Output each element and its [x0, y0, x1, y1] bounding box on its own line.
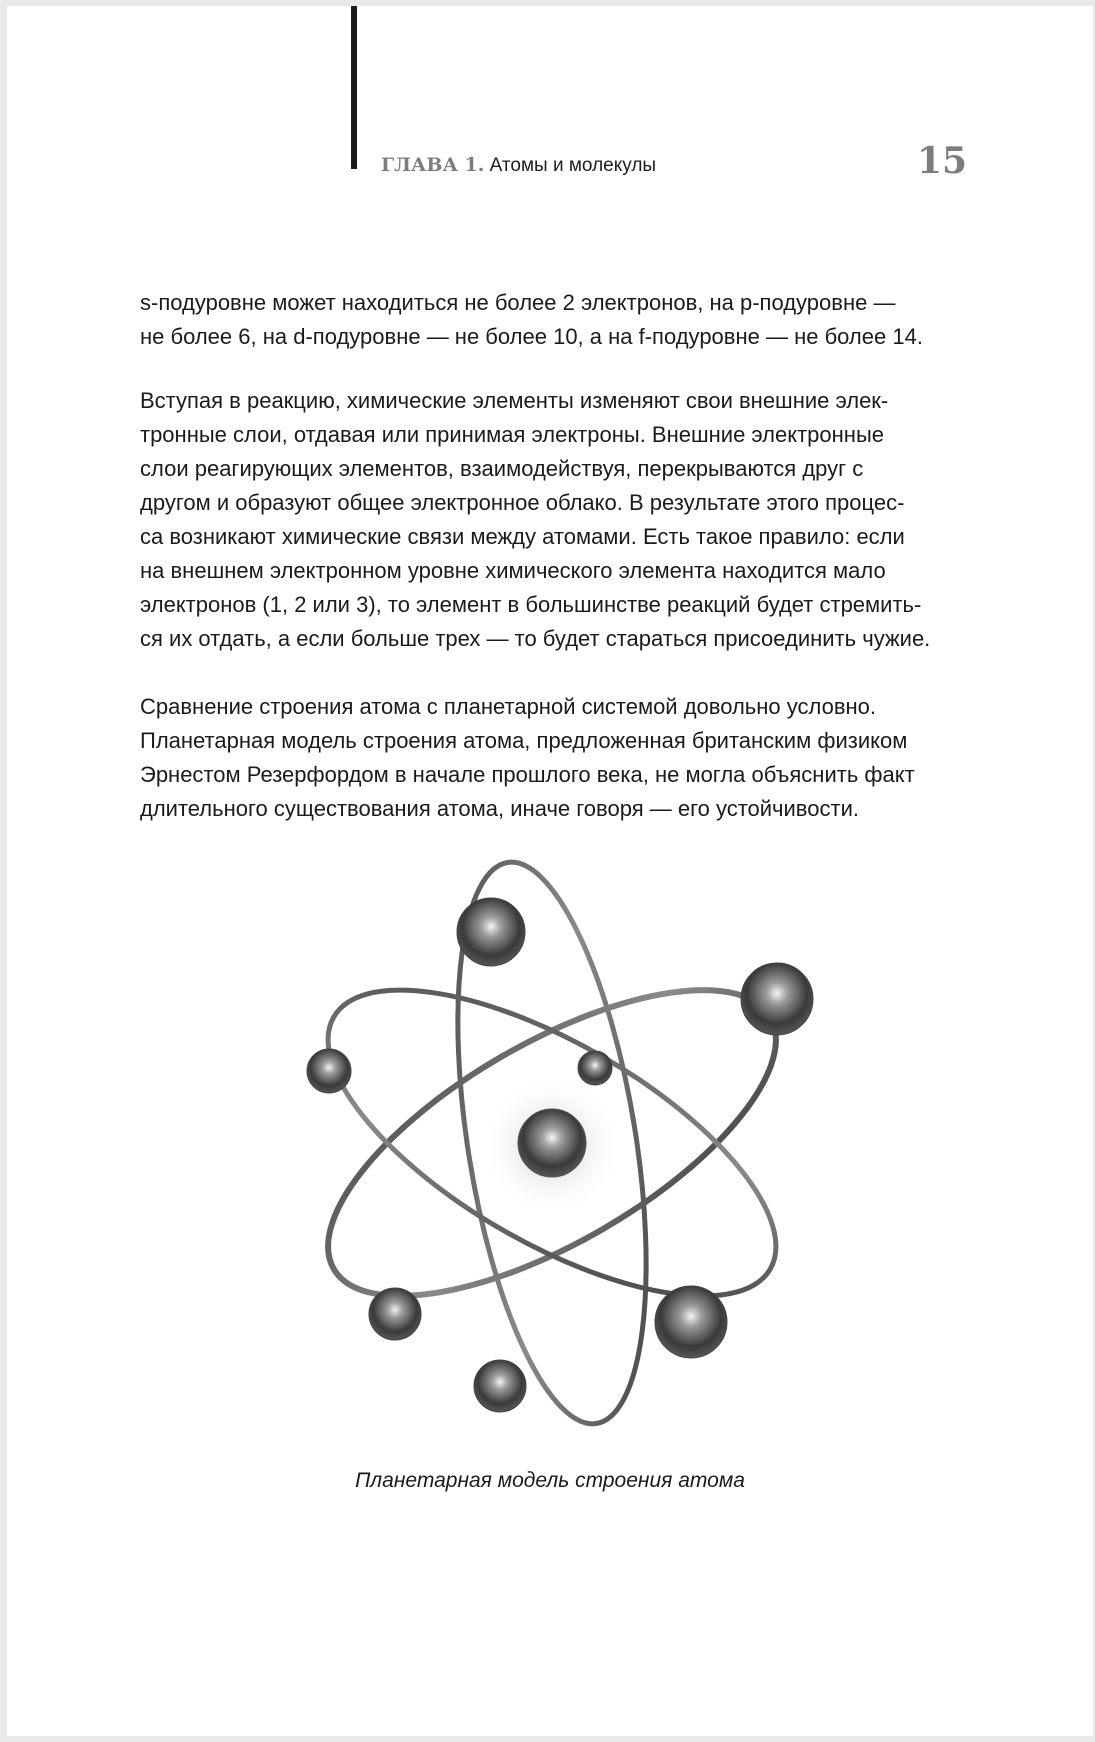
page-number: 15	[917, 140, 968, 182]
paragraph-3	[140, 690, 980, 826]
text-line: s-подуровне может находиться не более 2 электронов, на р-подуровне —	[140, 290, 896, 315]
text-line: ся их отдать, а если больше трех — то будет стараться присоединить чужие.	[140, 626, 931, 651]
text-line: другом и образуют общее электронное облако. В результате этого процес-	[140, 490, 905, 515]
electron	[578, 1051, 612, 1085]
text-line: на внешнем электронном уровне химического элемента находится мало	[140, 558, 886, 583]
text-line: Планетарная модель строения атома, предложенная британским физиком	[140, 728, 908, 753]
text-line: Эрнестом Резерфордом в начале прошлого века, не могла объяснить факт	[140, 762, 915, 787]
nucleus	[518, 1109, 586, 1177]
running-head	[381, 154, 656, 177]
text-line: электронов (1, 2 или 3), то элемент в большинстве реакций будет стремить-	[140, 592, 922, 617]
chapter-title: Атомы и молекулы	[489, 155, 657, 176]
atom-model-figure	[287, 844, 827, 1434]
electron	[457, 898, 525, 966]
text-line: длительного существования атома, иначе говоря — его устойчивости.	[140, 796, 859, 821]
paragraph-2	[140, 384, 980, 656]
chapter-label: ГЛАВА 1.	[381, 154, 485, 176]
text-line: Вступая в реакцию, химические элементы изменяют свои внешние элек-	[140, 388, 889, 413]
text-line: Сравнение строения атома с планетарной системой довольно условно.	[140, 694, 877, 719]
text-line: слои реагирующих элементов, взаимодействуя, перекрываются друг с	[140, 456, 864, 481]
electron	[369, 1288, 421, 1340]
electron	[655, 1286, 727, 1358]
header-rule	[351, 6, 357, 169]
electron	[307, 1049, 351, 1093]
atom-model-icon	[287, 844, 827, 1434]
paragraph-1	[140, 286, 980, 354]
text-line: тронные слои, отдавая или принимая электроны. Внешние электронные	[140, 422, 884, 447]
figure-caption: Планетарная модель строения атома	[355, 1469, 745, 1492]
text-line: не более 6, на d-подуровне — не более 10, а на f-подуровне — не более 14.	[140, 324, 923, 349]
electron	[474, 1360, 526, 1412]
text-line: са возникают химические связи между атомами. Есть такое правило: если	[140, 524, 905, 549]
book-page	[7, 6, 1093, 1736]
electron	[741, 963, 813, 1035]
